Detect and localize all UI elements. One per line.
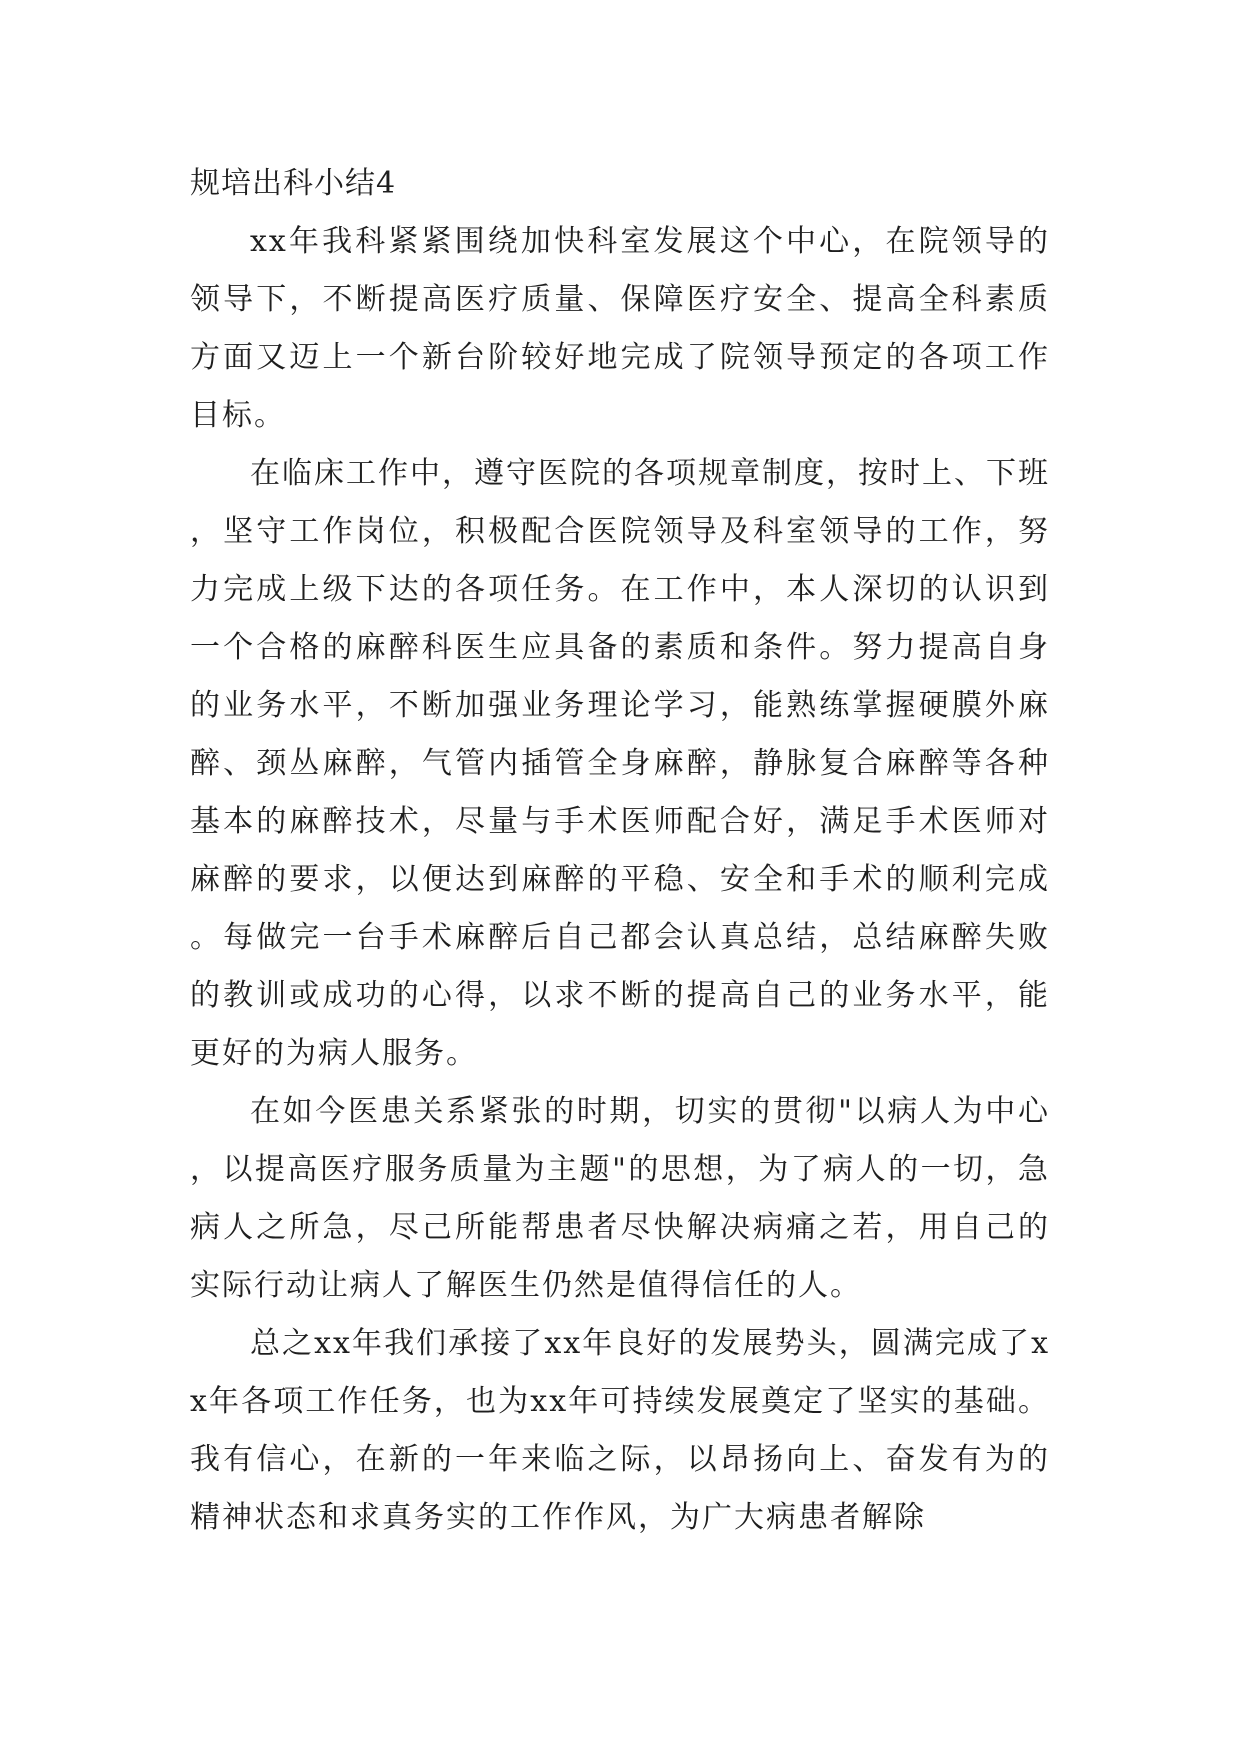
paragraph-1: xx年我科紧紧围绕加快科室发展这个中心，在院领导的领导下，不断提高医疗质量、保障医疗安全、提高全科素质方面又迈上一个新台阶较好地完成了院领导预定的各项工作目标。	[190, 224, 1050, 433]
paragraph-3: 在如今医患关系紧张的时期，切实的贯彻"以病人为中心，以提高医疗服务质量为主题"的思想，为了病人的一切，急病人之所急，尽己所能帮患者尽快解决病痛之若，用自己的实际行动让病人了解医生仍然是值得信任的人。	[190, 1094, 1050, 1303]
paragraph-2: 在临床工作中，遵守医院的各项规章制度，按时上、下班，坚守工作岗位，积极配合医院领导及科室领导的工作，努力完成上级下达的各项任务。在工作中，本人深切的认识到一个合格的麻醉科医生应具备的素质和条件。努力提高自身的业务水平，不断加强业务理论学习，能熟练掌握硬膜外麻醉、颈丛麻醉，气管内插管全身麻醉，静脉复合麻醉等各种基本的麻醉技术，尽量与手术医师配合好，满足手术医师对麻醉的要求，以便达到麻醉的平稳、安全和手术的顺利完成。每做完一台手术麻醉后自己都会认真总结，总结麻醉失败的教训或成功的心得，以求不断的提高自己的业务水平，能更好的为病人服务。	[190, 456, 1050, 1071]
document-title: 规培出科小结4	[190, 166, 397, 201]
paragraph-4: 总之xx年我们承接了xx年良好的发展势头，圆满完成了xx年各项工作任务，也为xx年可持续发展奠定了坚实的基础。我有信心，在新的一年来临之际，以昂扬向上、奋发有为的精神状态和求真务实的工作作风，为广大病患者解除	[190, 1326, 1050, 1535]
document-body	[190, 155, 1050, 1547]
